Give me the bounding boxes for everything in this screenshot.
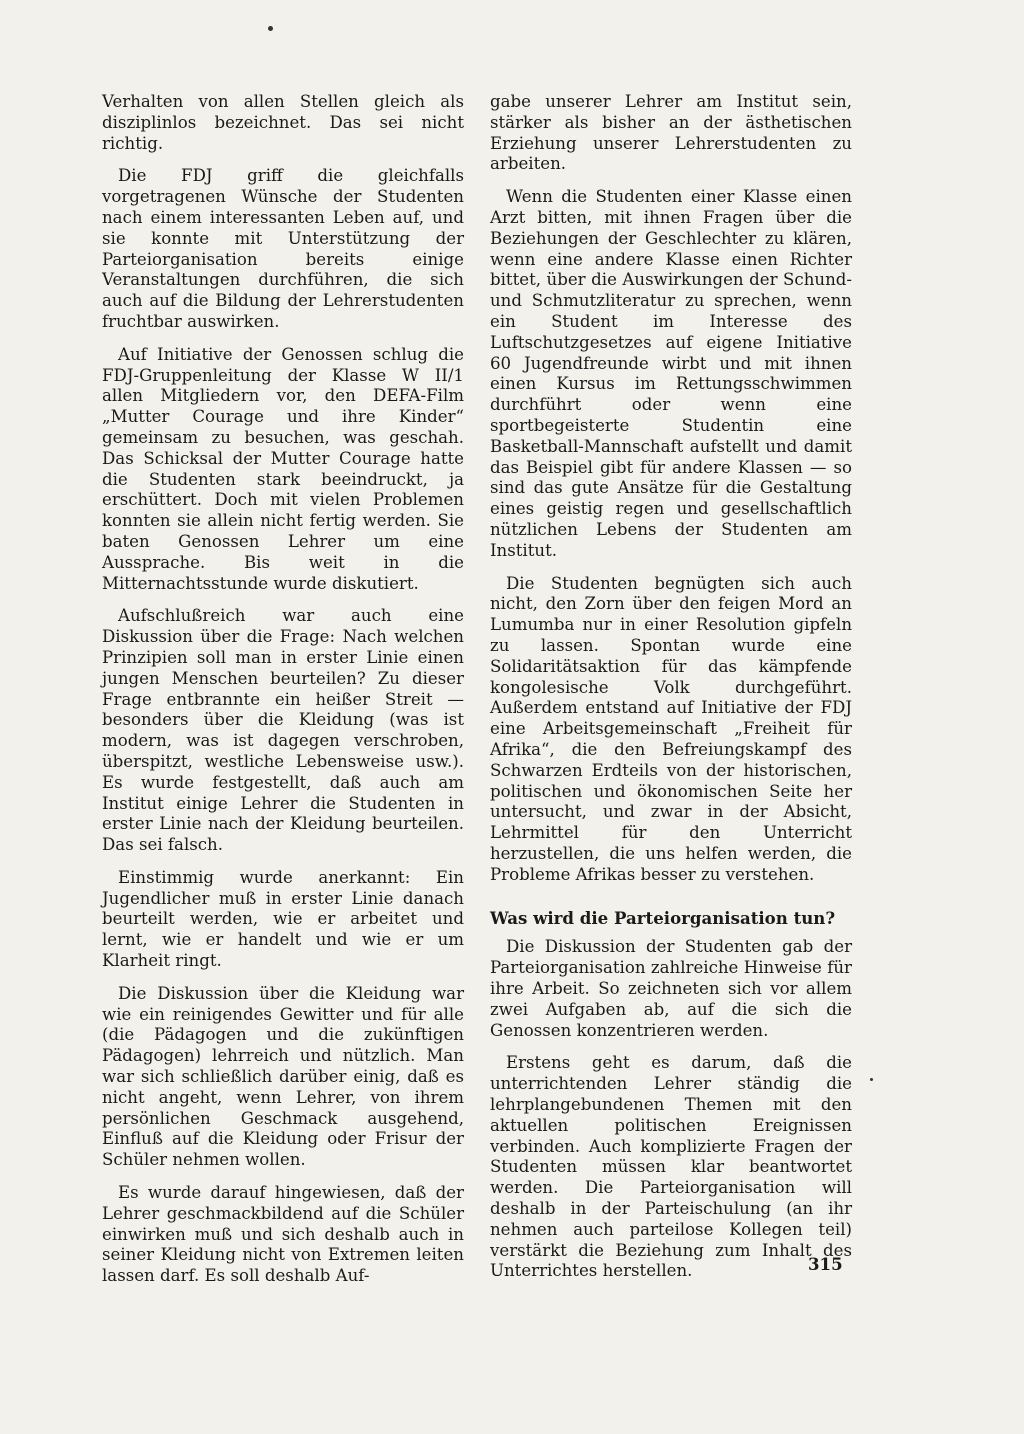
left-column (102, 92, 464, 1299)
section-heading: Was wird die Parteiorganisation tun? (490, 908, 836, 929)
paragraph: Aufschlußreich war auch eine Diskussion über die Frage: Nach welchen Prinzipien soll man in erster Linie einen jungen Menschen beurteilen? Zu dieser Frage entbrannte ein heißer Streit — besonders über die Kleidung (was ist modern, was ist dagegen verschroben, überspitzt, westliche Lebensweise usw.). Es wurde festgestellt, daß auch am Institut einige Lehrer die Studenten in erster Linie nach der Kleidung beurteilen. Das sei falsch. (102, 606, 464, 855)
paragraph: Die Diskussion der Studenten gab der Parteiorganisation zahlreiche Hinweise für ihre Arbeit. So zeichneten sich vor allem zwei Aufgaben ab, auf die sich die Genossen konzentrieren werden. (490, 937, 852, 1040)
ink-speck (268, 26, 273, 31)
right-column (490, 92, 852, 1294)
paragraph: Auf Initiative der Genossen schlug die FDJ-Gruppenleitung der Klasse W II/1 allen Mitgliedern vor, den DEFA-Film „Mutter Courage und ihre Kinder“ gemeinsam zu besuchen, was geschah. Das Schicksal der Mutter Courage hatte die Studenten stark beeindruckt, ja erschüttert. Doch mit vielen Problemen konnten sie allein nicht fertig werden. Sie baten Genossen Lehrer um eine Aussprache. Bis weit in die Mitternachtsstunde wurde diskutiert. (102, 344, 464, 593)
paragraph: gabe unserer Lehrer am Institut sein, stärker als bisher an der ästhetischen Erziehung unserer Lehrerstudenten zu arbeiten. (490, 92, 852, 174)
paragraph: Verhalten von allen Stellen gleich als disziplinlos bezeichnet. Das sei nicht richtig. (102, 92, 464, 153)
paragraph: Es wurde darauf hingewiesen, daß der Lehrer geschmackbildend auf die Schüler einwirken muß und sich deshalb auch in seiner Kleidung nicht von Extremen leiten lassen darf. Es soll deshalb Auf- (102, 1183, 464, 1286)
paragraph: Die Studenten begnügten sich auch nicht, den Zorn über den feigen Mord an Lumumba nur in einer Resolution gipfeln zu lassen. Spontan wurde eine Solidaritätsaktion für das kämpfende kongolesische Volk durchgeführt. Außerdem entstand auf Initiative der FDJ eine Arbeitsgemeinschaft „Freiheit für Afrika“, die den Befreiungskampf des Schwarzen Erdteils von der historischen, politischen und ökonomischen Seite her untersucht, und zwar in der Absicht, Lehrmittel für den Unterricht herzustellen, die uns helfen werden, die Probleme Afrikas besser zu verstehen. (490, 573, 852, 884)
paragraph: Die FDJ griff die gleichfalls vorgetragenen Wünsche der Studenten nach einem interessanten Leben auf, und sie konnte mit Unterstützung der Parteiorganisation bereits einige Veranstaltungen durchführen, die sich auch auf die Bildung der Lehrerstudenten fruchtbar auswirken. (102, 166, 464, 331)
page-number: 315 (808, 1254, 843, 1274)
ink-speck (870, 1078, 873, 1081)
paragraph: Erstens geht es darum, daß die unterrichtenden Lehrer ständig die lehrplangebundenen Themen mit den aktuellen politischen Ereignissen verbinden. Auch komplizierte Fragen der Studenten müssen klar beantwortet werden. Die Parteiorganisation will deshalb in der Parteischulung (an ihr nehmen auch parteilose Kollegen teil) verstärkt die Beziehung zum Inhalt des Unterrichtes herstellen. (490, 1053, 852, 1281)
paragraph: Einstimmig wurde anerkannt: Ein Jugendlicher muß in erster Linie danach beurteilt werden, wie er arbeitet und lernt, wie er handelt und wie er um Klarheit ringt. (102, 867, 464, 971)
paragraph: Die Diskussion über die Kleidung war wie ein reinigendes Gewitter und für alle (die Pädagogen und die zukünftigen Pädagogen) lehrreich und nützlich. Man war sich schließlich darüber einig, daß es nicht angeht, wenn Lehrer, von ihrem persönlichen Geschmack ausgehend, Einfluß auf die Kleidung oder Frisur der Schüler nehmen wollen. (102, 983, 464, 1170)
paragraph: Wenn die Studenten einer Klasse einen Arzt bitten, mit ihnen Fragen über die Beziehungen der Geschlechter zu klären, wenn eine andere Klasse einen Richter bittet, über die Auswirkungen der Schund- und Schmutzliteratur zu sprechen, wenn ein Student im Interesse des Luftschutzgesetzes auf eigene Initiative 60 Jugendfreunde wirbt und mit ihnen einen Kursus im Rettungsschwimmen durchführt oder wenn eine sportbegeisterte Studentin eine Basketball-Mannschaft aufstellt und damit das Beispiel gibt für andere Klassen — so sind das gute Ansätze für die Gestaltung eines geistig regen und gesellschaftlich nützlichen Lebens der Studenten am Institut. (490, 187, 852, 560)
